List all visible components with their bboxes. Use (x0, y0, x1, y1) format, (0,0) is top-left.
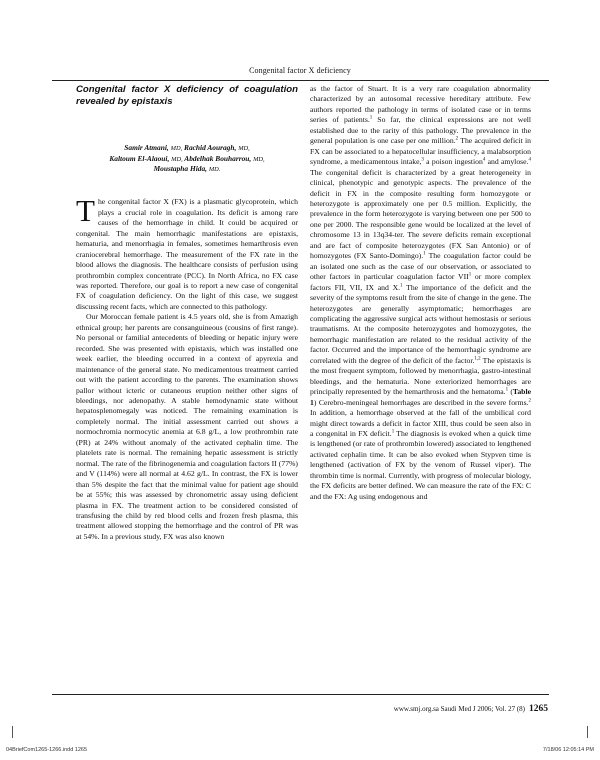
body-text: The congenital deficit is characterized by a great heterogeneity in clinical, phenotypic and genotypic aspects. The prevalence of the deficit in FX in the composite resulting form homozygote or heterozygote is approximately one per 0.5 million. Explicitly, the prevalence in the form heterozygote is varying between one per 500 to one per 2000. The responsible gene would be localized at the level of chromosome 13 in 13q34-ter. The severe deficits remain exceptional and are fact of composite heterozygotes (FX San Antonio) or of homozygotes (FX Santo-Domingo). (310, 167, 531, 261)
citation: 1 (369, 115, 373, 121)
author-name: Kaltoum El-Alaoui (109, 153, 168, 163)
page-footer (394, 704, 548, 714)
body-text: as the factor of Stuart. It is a very rare coagulation abnormality characterized by an autosomal recessive hereditary attribute. Few authors reported the pathology in terms of isolated case or in terms series of patients. (310, 84, 531, 125)
intro-text: he congenital factor X (FX) is a plasmatic glycoprotein, which plays a crucial role in coagulation. Its deficit is among rare causes of the hemorrhage in child. It could be acquired or congenital. The main hemorrhagic manifestations are epistaxis, hematuria, and menorrhagia in females, sometimes hemarthrosis even craniocerebral hemorrhage. The measurement of the FX rate in the blood allows the diagnosis. The healthcare consists of perfusion using prothrombin complex concentrate (PCC). In North Africa, no FX case was reported. Therefore, our goal is to report a new case of congenital FX of coagulation deficiency. On the light of this case, we suggest discussing recent facts, which are connected to this pathology. (76, 197, 298, 311)
body-text: The diagnosis is evoked when a quick time is lengthened (or rate of prothrombin lowered) associated to lengthened activated cephalin time. It can be also evoked when Stypven time is lengthened (activation of FX by the venom of Russel viper). The thrombin time is normal. Currently, with progress of molecular biology, the FX deficits are better defined. We can measure the rate of the FX: C and the FX: Ag using endogenous and (310, 428, 531, 501)
citation: 2 (455, 136, 459, 142)
body-text: a poison ingestion (423, 157, 483, 167)
article-title: Congenital factor X deficiency of coagulation revealed by epistaxis (76, 84, 298, 107)
body-text: So far, the clinical expressions are not well established due to the rarity of this pathology. The prevalence in the general population is one case per one million. (310, 115, 531, 146)
body-text: In addition, a hemorrhage observed at the fall of the umbilical cord might direct towards a deficit in factor XIII, thus could be seen also in a congenital in FX deficit. (310, 408, 531, 438)
citation: 1 (400, 283, 403, 289)
citation: 4 (482, 157, 486, 163)
author-degree: MD. (208, 166, 221, 173)
citation: 4 (528, 157, 531, 163)
body-text: ) (313, 397, 317, 407)
citation: 3 (421, 157, 424, 163)
right-column (310, 84, 531, 502)
author-list: Samir Atmani, MD, Rachid Aouragh, MD, Kaltoum El-Alaoui, MD, Abdelhak Bouharrou, MD, Moustapha Hida, MD. (109, 143, 265, 173)
print-slug-date: 7/18/06 12:05:14 PM (542, 747, 594, 753)
body-text: The coagulation factor could be an isolated one such as the case of our observation, or associated to other factors in particular coagulation factor VII (310, 251, 532, 282)
author-name: Samir Atmani (124, 143, 167, 153)
case-paragraph: Our Moroccan female patient is 4.5 years old, she is from Amazigh ethnical group; her parents are consanguineous (cousins of first range). No personal or familial antecedents of bleeding or hepatic injury were recorded. She was presented with epistaxis, which was installed one week earlier, the bleeding occurred in a context of apyrexia and maintenance of the general state. No medicamentous treatment carried out with the patient according to the parents. The examination shows pallor without icteric or cutaneous eruption neither other signs of bleedings, nor adenopathy. A stable hemodynamic state without hepatosplenomegaly was noticed. The remaining examination is completely normal. The initial assessment carried out shows a normochromia normocytic anemia at 6.8 g/L, a low prothrombin rate (PR) at 24% without anomaly of the activated cephalin time. The platelets rate is normal. The remaining hepatic assessment is strictly normal. The rate of the fibrinogenemia and coagulation factors II (77%) and V (114%) were all normal at 4.62 g/L. In contrast, the FX is lower than 5% despite the fact that the minimal value for patient age should be at 55%; this was assessed by chronometric assay using deficient plasma in FX. The treatment action to be considered consisted of transfusing the child by red blood cells and frozen fresh plasma, this treatment allowed stopping the hemorrhage and the control of PR was at 54%. In a previous study, FX was also known (76, 312, 298, 541)
running-head: Congenital factor X deficiency (249, 66, 351, 75)
header-rule (52, 80, 549, 81)
crop-mark (0, 726, 13, 738)
author-degree: MD, (238, 145, 250, 153)
journal-citation: www.smj.org.sa Saudi Med J 2006; Vol. 27 (8) (393, 705, 525, 713)
body-text: The importance of the deficit and the severity of the symptoms result from the site of change in the gene. The heterozygotes are generally asymptomatic; hemorrhages are complicating the aggressive surgical acts without hemostasis or serious traumatisms. At the composite heterozygotes and homozygotes, the hemorrhagic manifestation are related to the residual activity of the factor. Occurred and the importance of the hemorrhagic syndrome are correlated with the degree of the deficit of the factor. (310, 282, 531, 365)
left-column (76, 84, 298, 542)
author-degree: MD, (171, 155, 183, 163)
body-text: Cerebro-meningeal hemorrhages are described in the severe forms. (316, 397, 529, 407)
intro-paragraph (76, 193, 298, 312)
print-slug-file: 04BriefCom1265-1266.indd 1265 (6, 747, 88, 753)
footer-rule (52, 694, 549, 695)
citation: 1 (391, 429, 395, 435)
author-name: Abdelhak Bouharrou (184, 153, 250, 163)
citation: 1 (423, 251, 426, 257)
drop-cap: T (76, 193, 95, 229)
discussion-paragraph (310, 84, 531, 502)
citation: 1 (505, 387, 509, 393)
author-degree: MD, (253, 155, 265, 163)
crop-mark (587, 726, 600, 738)
body-text: The epistaxis is the most frequent symptom, followed by menorrhagia, gastro-intestinal bleedings, and the hematuria. None exteriorized hemorrhages are principally represented by the hemarthrosis and the hematoma. (310, 355, 531, 397)
citation: 2 (528, 398, 531, 404)
author-degree: MD, (170, 145, 183, 153)
citation: 1 (468, 272, 472, 278)
body-text: ( (508, 387, 513, 397)
body-text: or more complex factors FII, VII, IX and X. (310, 272, 531, 292)
page-number: 1265 (529, 704, 548, 714)
table-reference: Table 1 (310, 387, 531, 407)
author-name: Rachid Aouragh (184, 143, 235, 153)
body-text: and amylose. (485, 157, 529, 167)
body-text: The acquired deficit in FX can be associated to a hepatocellular insufficiency, a malabsorption syndrome, a medicamentous intake, (310, 136, 531, 167)
author-name: Moustapha Hida (153, 164, 206, 173)
citation: 1,2 (474, 356, 481, 362)
